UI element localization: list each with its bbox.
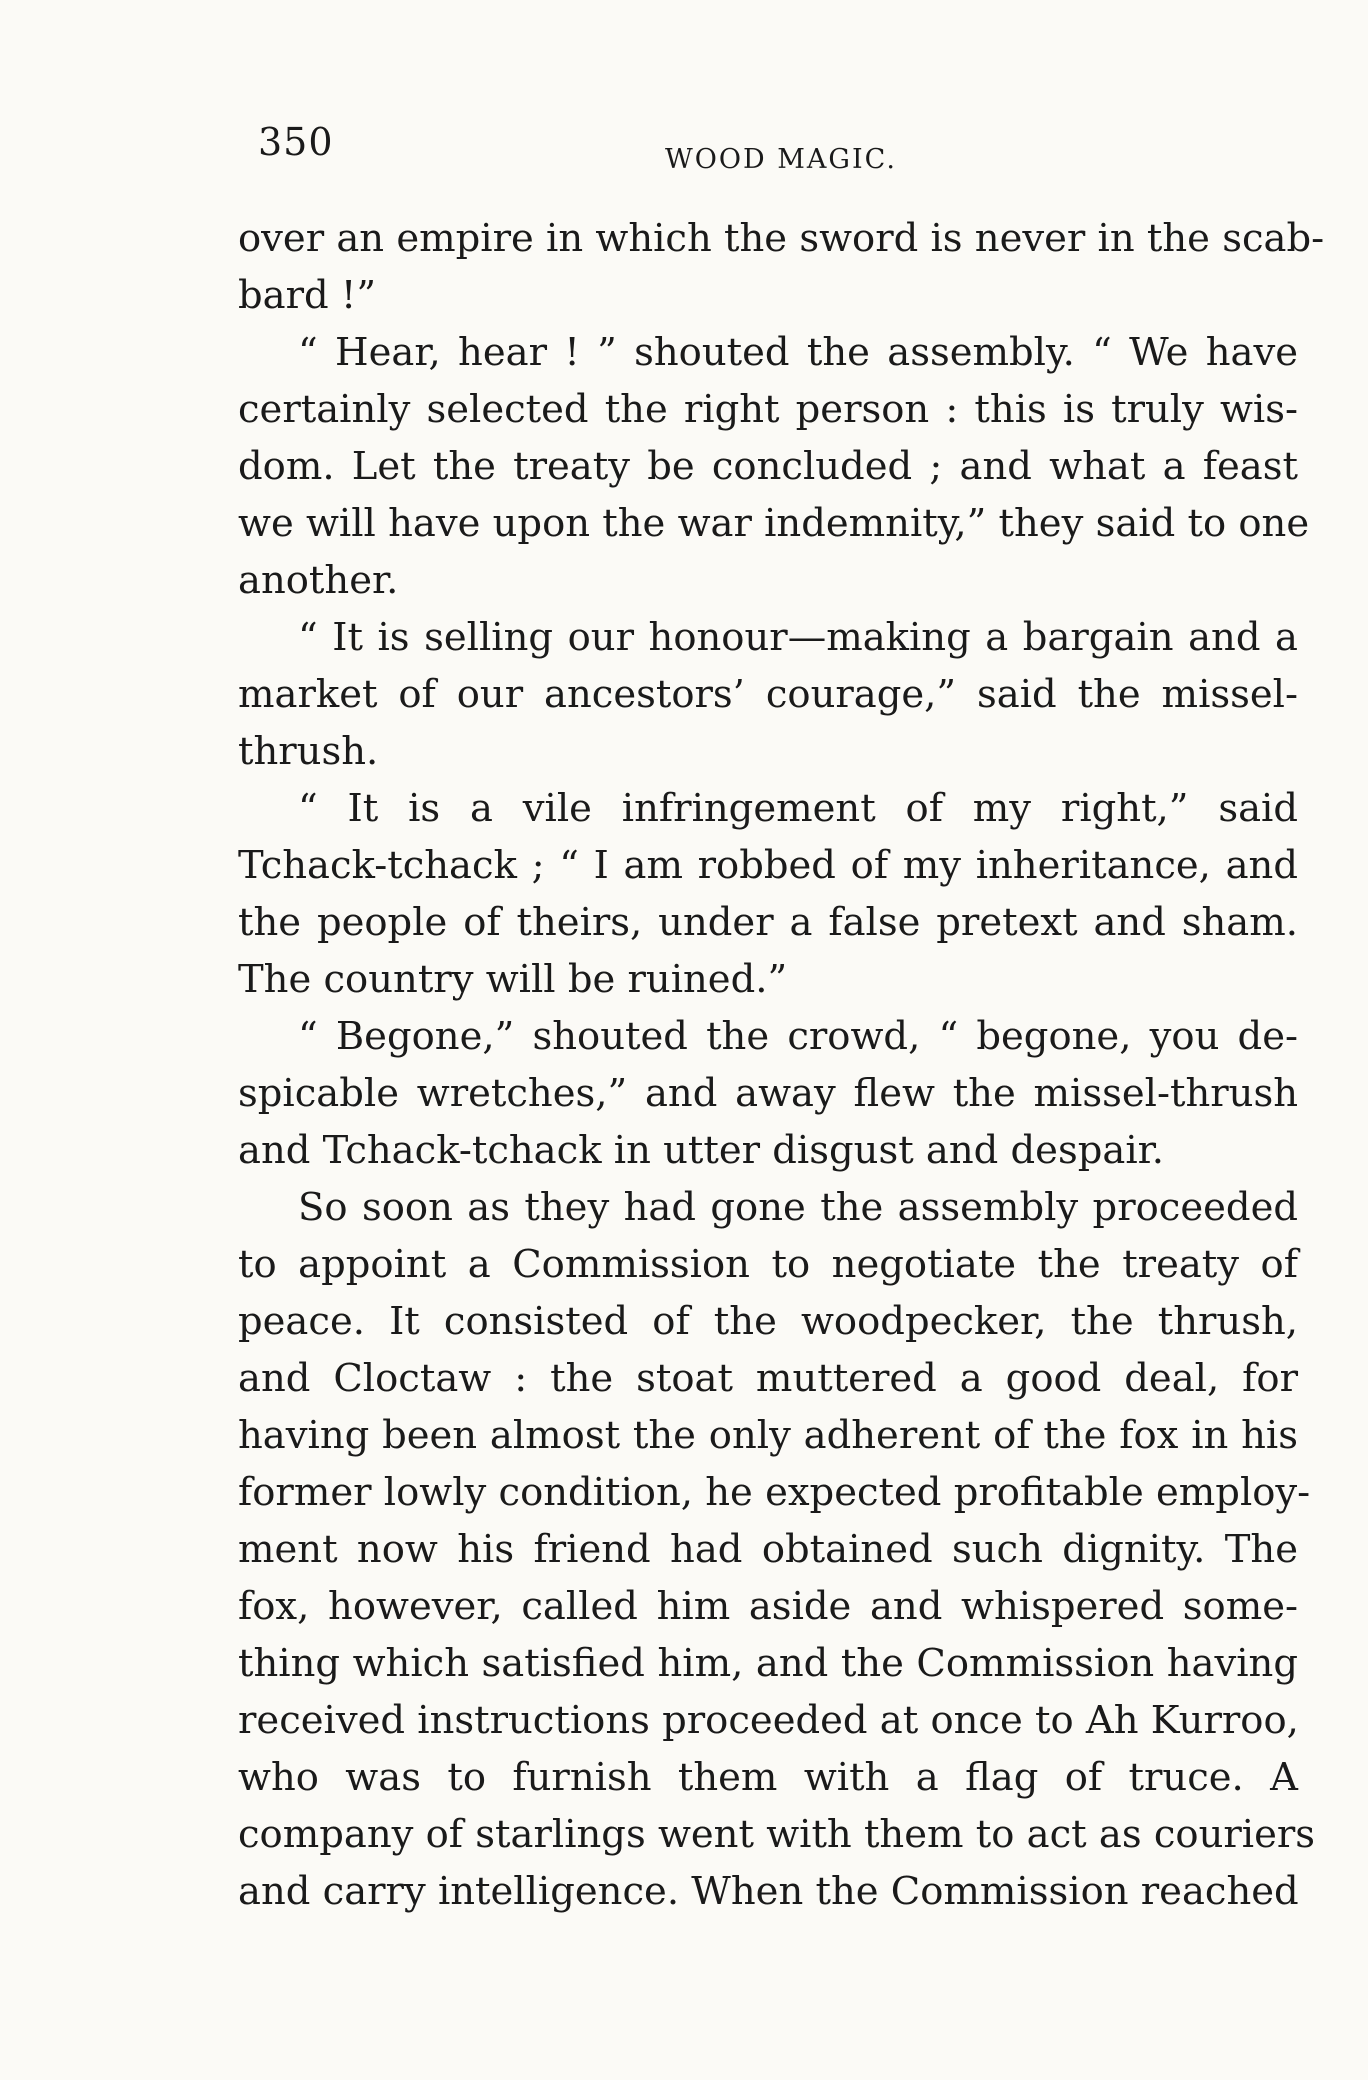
running-title: WOOD MAGIC. (665, 144, 897, 175)
text-line: we will have upon the war indemnity,” they said to one (238, 501, 1310, 546)
text-line: spicable wretches,” and away flew the missel-thrush (238, 1071, 1298, 1116)
text-line: and carry intelligence. When the Commission reached (238, 1869, 1299, 1914)
text-line: to appoint a Commission to negotiate the treaty of (238, 1242, 1298, 1287)
text-line: “ It is selling our honour—making a bargain and a (298, 615, 1298, 660)
text-line: So soon as they had gone the assembly proceeded (298, 1185, 1298, 1230)
page-header (0, 120, 1368, 180)
body-text (238, 210, 1325, 1920)
text-line: ment now his friend had obtained such dignity. The (238, 1527, 1298, 1572)
text-line: Tchack-tchack ; “ I am robbed of my inheritance, and (238, 843, 1298, 888)
text-line: received instructions proceeded at once to Ah Kurroo, (238, 1698, 1299, 1743)
text-line: and Tchack-tchack in utter disgust and despair. (238, 1128, 1165, 1173)
text-line: market of our ancestors’ courage,” said the missel- (238, 672, 1298, 717)
text-line: “ Hear, hear ! ” shouted the assembly. “ We have (298, 330, 1298, 375)
text-line: thing which satisfied him, and the Commission having (238, 1641, 1298, 1686)
text-line: and Cloctaw : the stoat muttered a good deal, for (238, 1356, 1298, 1401)
text-line: bard !” (238, 273, 377, 318)
text-line: The country will be ruined.” (238, 957, 788, 1002)
text-line: dom. Let the treaty be concluded ; and what a feast (238, 444, 1298, 489)
text-line: who was to furnish them with a flag of truce. A (238, 1755, 1298, 1800)
text-line: “ It is a vile infringement of my right,” said (298, 786, 1298, 831)
text-line: another. (238, 558, 399, 603)
text-line: company of starlings went with them to act as couriers (238, 1812, 1316, 1857)
text-line: thrush. (238, 729, 379, 774)
page-number: 350 (258, 120, 334, 164)
text-line: peace. It consisted of the woodpecker, the thrush, (238, 1299, 1298, 1344)
text-line: former lowly condition, he expected profitable employ- (238, 1470, 1311, 1515)
text-line: over an empire in which the sword is never in the scab- (238, 216, 1325, 261)
text-line: “ Begone,” shouted the crowd, “ begone, you de- (298, 1014, 1298, 1059)
text-line: certainly selected the right person : this is truly wis- (238, 387, 1298, 432)
text-line: the people of theirs, under a false pretext and sham. (238, 900, 1298, 945)
text-line: fox, however, called him aside and whispered some- (238, 1584, 1298, 1629)
text-line: having been almost the only adherent of the fox in his (238, 1413, 1298, 1458)
